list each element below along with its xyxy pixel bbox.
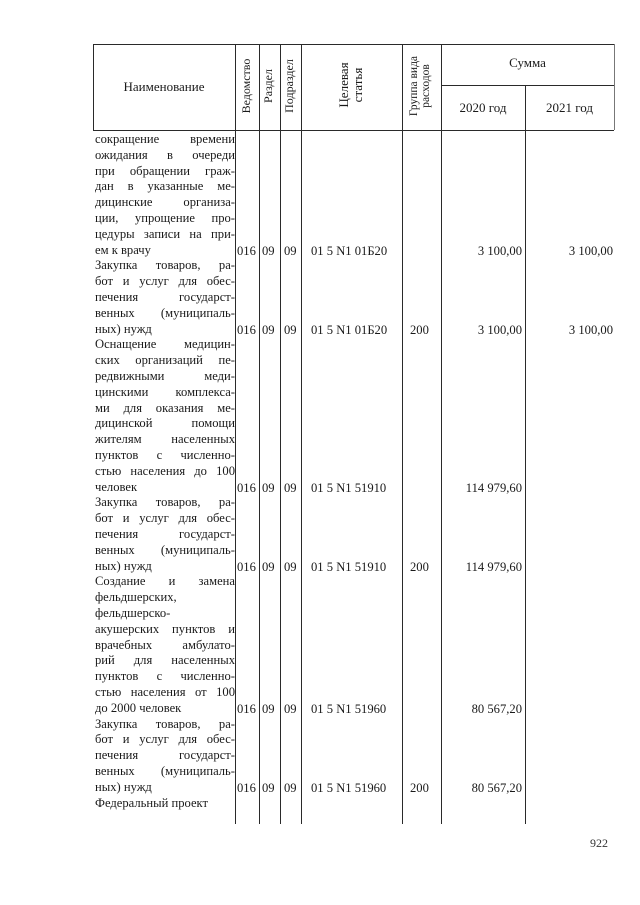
row-name xyxy=(95,796,235,812)
row-name xyxy=(95,337,235,495)
header-target-line1: Целевая xyxy=(336,62,351,108)
row-name-line: ных) нужд xyxy=(95,558,152,573)
header-group-line2: расходов xyxy=(420,64,432,108)
podrazdel-cell: 09 xyxy=(284,780,297,795)
header-razdel: Раздел xyxy=(261,69,275,103)
row-name-line: дан в указанные ме- xyxy=(95,179,235,194)
page-number: 922 xyxy=(590,836,608,850)
col-rule-group xyxy=(441,44,442,824)
header-podrazdel: Подраздел xyxy=(282,59,296,113)
row-name-line: дицинские организа- xyxy=(95,195,235,210)
header-vedomstvo: Ведомство xyxy=(239,58,253,114)
summa-sub-rule xyxy=(441,85,614,86)
row-name xyxy=(95,132,235,258)
row-name-line: акушерских пунктов и xyxy=(95,621,235,636)
sum-2021-cell: 3 100,00 xyxy=(568,243,613,258)
col-rule-razd xyxy=(280,44,281,824)
ved-cell: 016 xyxy=(237,322,256,337)
row-name-line: бот и услуг для обес- xyxy=(95,511,235,526)
row-name-line: врачебных амбулато- xyxy=(95,637,235,652)
target-cell: 01 5 N1 01Б20 xyxy=(311,243,388,258)
row-name-line: Закупка товаров, ра- xyxy=(95,716,235,731)
group-cell: 200 xyxy=(410,322,429,337)
row-name-line: рий для населенных xyxy=(95,653,235,668)
row-name-line: печения государст- xyxy=(95,526,235,541)
col-rule-ved xyxy=(259,44,260,824)
podrazdel-cell: 09 xyxy=(284,559,297,574)
razdel-cell: 09 xyxy=(262,322,275,337)
sum-2020-cell: 3 100,00 xyxy=(477,322,522,337)
row-name-line: печения государст- xyxy=(95,289,235,304)
row-name xyxy=(95,717,235,796)
target-cell: 01 5 N1 51960 xyxy=(311,780,387,795)
row-name-line: ных) нужд xyxy=(95,321,152,336)
row-name-line: фельдшерско- xyxy=(95,605,171,620)
row-name-line: пунктов с численно- xyxy=(95,669,235,684)
row-name-line: ских организаций пе- xyxy=(95,353,235,368)
razdel-cell: 09 xyxy=(262,480,275,495)
row-name-line: при обращении граж- xyxy=(95,163,235,178)
row-name-line: цинскими комплекса- xyxy=(95,384,235,399)
col-rule-left xyxy=(93,44,94,130)
target-cell: 01 5 N1 51910 xyxy=(311,480,387,495)
col-rule-right xyxy=(614,44,615,130)
sum-2020-cell: 80 567,20 xyxy=(471,701,522,716)
row-name-line: стью населения от 100 xyxy=(95,684,235,699)
sum-2020-cell: 114 979,60 xyxy=(465,559,522,574)
row-name-line: жителям населенных xyxy=(95,432,235,447)
group-cell: 200 xyxy=(410,780,429,795)
row-name-line: Оснащение медицин- xyxy=(95,337,235,352)
sum-2020-cell: 80 567,20 xyxy=(471,780,522,795)
row-name-line: ем к врачу xyxy=(95,242,151,257)
ved-cell: 016 xyxy=(237,559,256,574)
header-year-2020: 2020 год xyxy=(459,100,507,115)
sum-2021-cell: 3 100,00 xyxy=(568,322,613,337)
row-name-line: стью населения до 100 xyxy=(95,463,235,478)
ved-cell: 016 xyxy=(237,701,256,716)
row-name-line: ных) нужд xyxy=(95,779,152,794)
row-name-line: Федеральный проект xyxy=(95,795,209,810)
header-name: Наименование xyxy=(123,79,205,94)
row-name-line: редвижными меди- xyxy=(95,368,235,383)
razdel-cell: 09 xyxy=(262,243,275,258)
header-summa: Сумма xyxy=(509,55,546,70)
row-name-line: Закупка товаров, ра- xyxy=(95,258,235,273)
header-target-line2: статья xyxy=(350,67,365,103)
podrazdel-cell: 09 xyxy=(284,701,297,716)
row-name-line: бот и услуг для обес- xyxy=(95,732,235,747)
header-bottom-rule xyxy=(93,130,614,131)
target-cell: 01 5 N1 51960 xyxy=(311,701,387,716)
row-name-line: печения государст- xyxy=(95,748,235,763)
ved-cell: 016 xyxy=(237,480,256,495)
row-name-line: пунктов с численно- xyxy=(95,447,235,462)
row-name-line: Закупка товаров, ра- xyxy=(95,495,235,510)
podrazdel-cell: 09 xyxy=(284,322,297,337)
row-name xyxy=(95,574,235,716)
podrazdel-cell: 09 xyxy=(284,243,297,258)
row-name-line: сокращение времени xyxy=(95,132,235,146)
header-year-2021: 2021 год xyxy=(546,100,593,115)
row-name-line: бот и услуг для обес- xyxy=(95,274,235,289)
row-name-line: Создание и замена xyxy=(95,574,235,589)
col-rule-name xyxy=(235,44,236,824)
row-name-line: человек xyxy=(95,479,138,494)
sum-2020-cell: 114 979,60 xyxy=(465,480,522,495)
row-name-line: венных (муниципаль- xyxy=(95,542,235,557)
col-rule-target xyxy=(402,44,403,824)
row-name-line: венных (муниципаль- xyxy=(95,763,235,778)
header-group xyxy=(408,45,436,127)
row-name-line: дицинской помощи xyxy=(95,416,235,431)
row-name xyxy=(95,495,235,574)
header-group-line1: Группа вида xyxy=(408,55,420,117)
ved-cell: 016 xyxy=(237,780,256,795)
target-cell: 01 5 N1 51910 xyxy=(311,559,387,574)
group-cell: 200 xyxy=(410,559,429,574)
target-cell: 01 5 N1 01Б20 xyxy=(311,322,388,337)
col-rule-podr xyxy=(301,44,302,824)
row-name-line: ожидания в очереди xyxy=(95,147,235,162)
row-name-line: цедуры записи на при- xyxy=(95,226,235,241)
row-name-line: венных (муниципаль- xyxy=(95,305,235,320)
sum-2020-cell: 3 100,00 xyxy=(477,243,522,258)
ved-cell: 016 xyxy=(237,243,256,258)
row-name-line: ции, упрощение про- xyxy=(95,210,235,225)
razdel-cell: 09 xyxy=(262,559,275,574)
row-name-line: фельдшерских, xyxy=(95,590,177,605)
row-name-line: ми для оказания ме- xyxy=(95,400,235,415)
header-target xyxy=(337,45,367,125)
podrazdel-cell: 09 xyxy=(284,480,297,495)
razdel-cell: 09 xyxy=(262,701,275,716)
razdel-cell: 09 xyxy=(262,780,275,795)
row-name-line: до 2000 человек xyxy=(95,700,182,715)
row-name xyxy=(95,258,235,337)
col-rule-2020 xyxy=(525,85,526,824)
